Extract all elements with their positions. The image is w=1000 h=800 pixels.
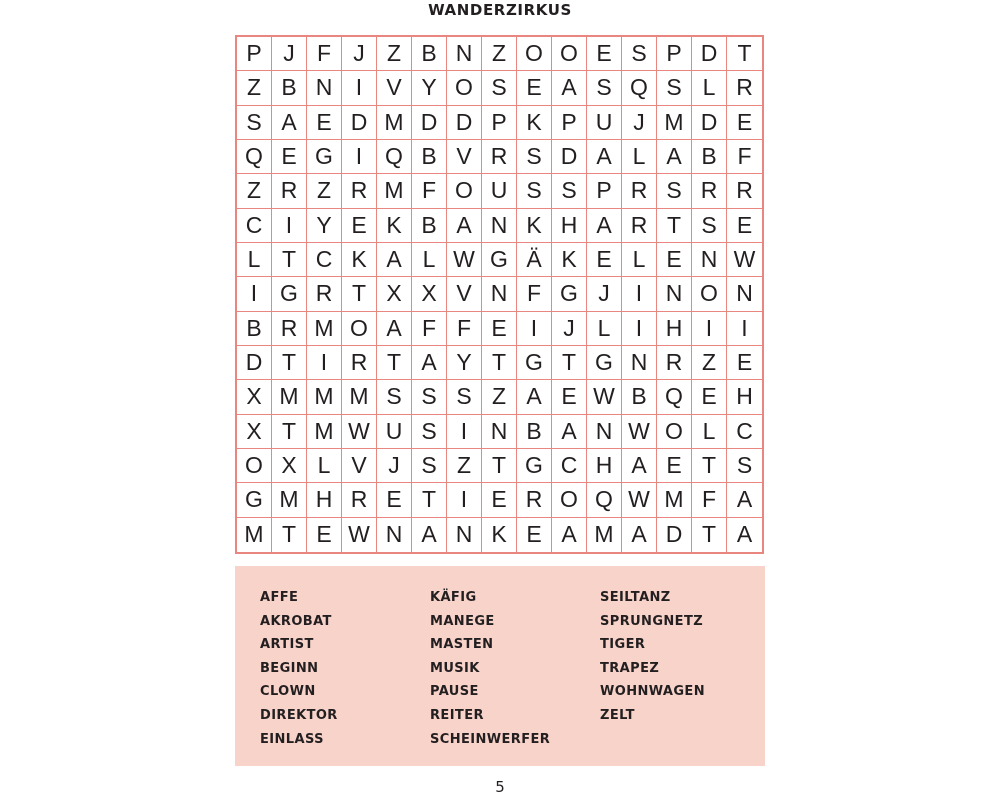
- word-item: PAUSE: [430, 684, 479, 700]
- grid-cell: O: [342, 312, 377, 346]
- grid-cell: M: [342, 380, 377, 414]
- grid-cell: S: [447, 380, 482, 414]
- grid-cell: N: [307, 71, 342, 105]
- grid-cell: L: [412, 243, 447, 277]
- grid-cell: L: [692, 71, 727, 105]
- word-column-3: [600, 586, 705, 728]
- grid-cell: B: [412, 209, 447, 243]
- grid-cell: S: [657, 174, 692, 208]
- grid-cell: G: [272, 277, 307, 311]
- grid-cell: S: [657, 71, 692, 105]
- grid-cell: E: [517, 71, 552, 105]
- grid-cell: T: [657, 209, 692, 243]
- word-item: SEILTANZ: [600, 590, 671, 605]
- grid-cell: I: [447, 415, 482, 449]
- grid-cell: A: [552, 518, 587, 552]
- grid-cell: L: [622, 140, 657, 174]
- grid-cell: E: [307, 106, 342, 140]
- grid-cell: O: [552, 483, 587, 517]
- word-list-box: [235, 566, 765, 766]
- grid-cell: W: [622, 415, 657, 449]
- grid-cell: R: [727, 71, 762, 105]
- grid-cell: N: [657, 277, 692, 311]
- grid-cell: N: [622, 346, 657, 380]
- grid-cell: L: [622, 243, 657, 277]
- word-item: TRAPEZ: [600, 660, 660, 676]
- grid-cell: T: [272, 243, 307, 277]
- grid-cell: X: [412, 277, 447, 311]
- grid-cell: E: [272, 140, 307, 174]
- grid-cell: T: [552, 346, 587, 380]
- grid-cell: C: [727, 415, 762, 449]
- grid-cell: A: [412, 346, 447, 380]
- grid-cell: T: [482, 346, 517, 380]
- grid-cell: V: [447, 277, 482, 311]
- grid-cell: J: [342, 37, 377, 71]
- grid-cell: F: [517, 277, 552, 311]
- grid-cell: B: [412, 37, 447, 71]
- grid-cell: A: [377, 312, 412, 346]
- grid-cell: E: [482, 483, 517, 517]
- grid-cell: N: [377, 518, 412, 552]
- grid-cell: B: [517, 415, 552, 449]
- grid-cell: D: [237, 346, 272, 380]
- grid-cell: C: [307, 243, 342, 277]
- grid-cell: A: [412, 518, 447, 552]
- grid-cell: X: [377, 277, 412, 311]
- grid-cell: T: [692, 518, 727, 552]
- grid-cell: I: [517, 312, 552, 346]
- grid-cell: W: [342, 415, 377, 449]
- grid-cell: E: [342, 209, 377, 243]
- grid-cell: O: [692, 277, 727, 311]
- grid-cell: R: [272, 174, 307, 208]
- grid-cell: I: [237, 277, 272, 311]
- grid-cell: N: [482, 209, 517, 243]
- grid-cell: L: [692, 415, 727, 449]
- grid-cell: R: [272, 312, 307, 346]
- grid-cell: S: [587, 71, 622, 105]
- grid-cell: E: [657, 243, 692, 277]
- grid-cell: B: [692, 140, 727, 174]
- word-item: CLOWN: [260, 684, 316, 700]
- grid-cell: S: [412, 449, 447, 483]
- grid-cell: M: [237, 518, 272, 552]
- grid-cell: I: [342, 140, 377, 174]
- grid-cell: R: [342, 174, 377, 208]
- grid-cell: F: [412, 312, 447, 346]
- grid-cell: M: [377, 106, 412, 140]
- grid-cell: D: [657, 518, 692, 552]
- grid-cell: U: [377, 415, 412, 449]
- grid-cell: S: [692, 209, 727, 243]
- word-item: AFFE: [260, 590, 299, 605]
- grid-cell: V: [342, 449, 377, 483]
- grid-cell: S: [482, 71, 517, 105]
- grid-cell: F: [412, 174, 447, 208]
- word-column-1: [260, 586, 338, 751]
- grid-cell: E: [482, 312, 517, 346]
- grid-cell: E: [727, 106, 762, 140]
- grid-cell: F: [727, 140, 762, 174]
- grid-cell: K: [552, 243, 587, 277]
- grid-cell: E: [517, 518, 552, 552]
- grid-cell: B: [622, 380, 657, 414]
- grid-cell: Q: [587, 483, 622, 517]
- grid-cell: S: [517, 174, 552, 208]
- grid-cell: V: [447, 140, 482, 174]
- grid-cell: M: [272, 483, 307, 517]
- grid-cell: T: [727, 37, 762, 71]
- grid-cell: Z: [237, 71, 272, 105]
- grid-cell: Z: [482, 37, 517, 71]
- grid-cell: I: [692, 312, 727, 346]
- grid-cell: W: [622, 483, 657, 517]
- grid-cell: M: [657, 483, 692, 517]
- grid-cell: Z: [447, 449, 482, 483]
- grid-cell: M: [307, 380, 342, 414]
- grid-cell: R: [342, 346, 377, 380]
- grid-cell: A: [727, 483, 762, 517]
- grid-cell: M: [272, 380, 307, 414]
- grid-cell: R: [657, 346, 692, 380]
- grid-cell: J: [622, 106, 657, 140]
- grid-cell: A: [622, 449, 657, 483]
- grid-cell: B: [412, 140, 447, 174]
- word-item: BEGINN: [260, 660, 319, 676]
- grid-cell: T: [272, 518, 307, 552]
- grid-cell: O: [657, 415, 692, 449]
- grid-cell: M: [307, 312, 342, 346]
- word-item: ARTIST: [260, 637, 314, 653]
- grid-cell: A: [622, 518, 657, 552]
- grid-cell: Z: [482, 380, 517, 414]
- grid-cell: W: [447, 243, 482, 277]
- grid-cell: T: [482, 449, 517, 483]
- grid-cell: S: [412, 415, 447, 449]
- grid-cell: E: [587, 243, 622, 277]
- grid-cell: Z: [237, 174, 272, 208]
- grid-cell: G: [237, 483, 272, 517]
- grid-cell: I: [447, 483, 482, 517]
- grid-cell: G: [307, 140, 342, 174]
- grid-cell: K: [482, 518, 517, 552]
- word-item: KÄFIG: [430, 590, 477, 605]
- grid-cell: K: [342, 243, 377, 277]
- grid-cell: U: [587, 106, 622, 140]
- grid-cell: W: [342, 518, 377, 552]
- grid-cell: Ä: [517, 243, 552, 277]
- grid-cell: N: [482, 415, 517, 449]
- grid-cell: P: [237, 37, 272, 71]
- grid-cell: T: [272, 415, 307, 449]
- grid-cell: E: [657, 449, 692, 483]
- grid-cell: L: [237, 243, 272, 277]
- grid-cell: R: [622, 209, 657, 243]
- word-item: AKROBAT: [260, 613, 332, 629]
- grid-cell: A: [736, 521, 753, 548]
- grid-cell: J: [552, 312, 587, 346]
- word-item: MUSIK: [430, 660, 480, 676]
- grid-cell: C: [237, 209, 272, 243]
- grid-cell: K: [517, 209, 552, 243]
- grid-cell: E: [307, 518, 342, 552]
- grid-cell: A: [272, 106, 307, 140]
- grid-cell: J: [587, 277, 622, 311]
- grid-cell: A: [552, 415, 587, 449]
- grid-cell: D: [342, 106, 377, 140]
- grid-cell: E: [727, 209, 762, 243]
- grid-cell: R: [727, 174, 762, 208]
- grid-cell: A: [377, 243, 412, 277]
- grid-cell: R: [692, 174, 727, 208]
- grid-cell: P: [552, 106, 587, 140]
- grid-cell: M: [587, 518, 622, 552]
- word-item: TIGER: [600, 637, 646, 653]
- grid-cell: Y: [447, 346, 482, 380]
- grid-cell: L: [307, 449, 342, 483]
- grid-cell: Y: [307, 209, 342, 243]
- grid-cell: I: [727, 312, 762, 346]
- grid-cell: E: [587, 37, 622, 71]
- grid-cell: O: [447, 174, 482, 208]
- grid-cell: T: [377, 346, 412, 380]
- word-item: SPRUNGNETZ: [600, 613, 704, 629]
- letter-grid: [235, 35, 764, 554]
- grid-cell: E: [692, 380, 727, 414]
- grid-cell: H: [727, 380, 762, 414]
- grid-cell: A: [587, 209, 622, 243]
- grid-cell: N: [692, 243, 727, 277]
- grid-cell: S: [552, 174, 587, 208]
- grid-cell: S: [517, 140, 552, 174]
- grid-cell: G: [552, 277, 587, 311]
- word-item: ZELT: [600, 707, 635, 723]
- grid-cell: M: [307, 415, 342, 449]
- grid-cell: N: [587, 415, 622, 449]
- grid-cell: E: [727, 346, 762, 380]
- grid-cell: X: [272, 449, 307, 483]
- grid-cell: U: [482, 174, 517, 208]
- word-item: EINLASS: [260, 731, 324, 747]
- grid-cell: D: [412, 106, 447, 140]
- word-column-2: [430, 586, 550, 751]
- grid-cell: G: [482, 243, 517, 277]
- page-number: 5: [495, 778, 505, 796]
- grid-cell: F: [447, 312, 482, 346]
- grid-cell: R: [622, 174, 657, 208]
- grid-cell: G: [517, 449, 552, 483]
- grid-cell: T: [272, 346, 307, 380]
- grid-cell: S: [622, 37, 657, 71]
- grid-cell: Q: [622, 71, 657, 105]
- grid-cell: B: [272, 71, 307, 105]
- grid-cell: I: [307, 346, 342, 380]
- grid-cell: Y: [412, 71, 447, 105]
- grid-cell: O: [517, 37, 552, 71]
- word-item: WOHNWAGEN: [600, 684, 705, 700]
- grid-cell: N: [447, 37, 482, 71]
- grid-cell: I: [622, 277, 657, 311]
- grid-cell: A: [587, 140, 622, 174]
- word-item: MANEGE: [430, 613, 495, 629]
- grid-cell: N: [727, 277, 762, 311]
- grid-cell: I: [272, 209, 307, 243]
- grid-cell: D: [552, 140, 587, 174]
- grid-cell: P: [657, 37, 692, 71]
- grid-cell: P: [587, 174, 622, 208]
- grid-cell: R: [342, 483, 377, 517]
- grid-cell: Q: [657, 380, 692, 414]
- grid-cell: F: [307, 37, 342, 71]
- grid-cell: R: [517, 483, 552, 517]
- grid-cell: E: [552, 380, 587, 414]
- grid-cell: I: [622, 312, 657, 346]
- grid-cell: T: [342, 277, 377, 311]
- grid-cell: Q: [377, 140, 412, 174]
- grid-cell: D: [447, 106, 482, 140]
- word-item: SCHEINWERFER: [430, 731, 551, 747]
- grid-cell: A: [552, 71, 587, 105]
- grid-cell: M: [377, 174, 412, 208]
- grid-cell: F: [692, 483, 727, 517]
- grid-cell: R: [307, 277, 342, 311]
- grid-cell: Z: [307, 174, 342, 208]
- grid-cell: C: [552, 449, 587, 483]
- grid-cell: V: [377, 71, 412, 105]
- puzzle-title: WANDERZIRKUS: [428, 1, 572, 19]
- grid-cell: H: [552, 209, 587, 243]
- grid-cell: R: [482, 140, 517, 174]
- grid-cell: Q: [237, 140, 272, 174]
- grid-cell: S: [727, 449, 762, 483]
- grid-cell: P: [482, 106, 517, 140]
- grid-cell: O: [447, 71, 482, 105]
- grid-cell: B: [237, 312, 272, 346]
- grid-cell: D: [692, 106, 727, 140]
- grid-cell: T: [692, 449, 727, 483]
- grid-cell: M: [657, 106, 692, 140]
- grid-cell: G: [517, 346, 552, 380]
- word-item: DIREKTOR: [260, 707, 338, 723]
- grid-cell: E: [377, 483, 412, 517]
- grid-cell: A: [657, 140, 692, 174]
- grid-cell: S: [412, 380, 447, 414]
- grid-cell: X: [237, 415, 272, 449]
- word-item: REITER: [430, 707, 484, 723]
- grid-cell: O: [552, 37, 587, 71]
- grid-cell: W: [587, 380, 622, 414]
- grid-cell: S: [237, 106, 272, 140]
- grid-cell: S: [377, 380, 412, 414]
- grid-cell: H: [307, 483, 342, 517]
- grid-cell: O: [237, 449, 272, 483]
- grid-cell: G: [587, 346, 622, 380]
- grid-cell: N: [447, 518, 482, 552]
- grid-cell: X: [237, 380, 272, 414]
- grid-cell: D: [692, 37, 727, 71]
- word-item: MASTEN: [430, 637, 494, 653]
- grid-cell: A: [517, 380, 552, 414]
- grid-cell: K: [517, 106, 552, 140]
- grid-cell: H: [587, 449, 622, 483]
- grid-cell: T: [412, 483, 447, 517]
- grid-cell: A: [447, 209, 482, 243]
- grid-cell: W: [727, 243, 762, 277]
- grid-cell: Z: [692, 346, 727, 380]
- grid-cell: H: [657, 312, 692, 346]
- grid-cell: J: [377, 449, 412, 483]
- grid-cell: N: [482, 277, 517, 311]
- grid-cell: L: [587, 312, 622, 346]
- grid-cell: J: [272, 37, 307, 71]
- grid-cell: I: [342, 71, 377, 105]
- grid-cell: K: [377, 209, 412, 243]
- grid-cell: Z: [377, 37, 412, 71]
